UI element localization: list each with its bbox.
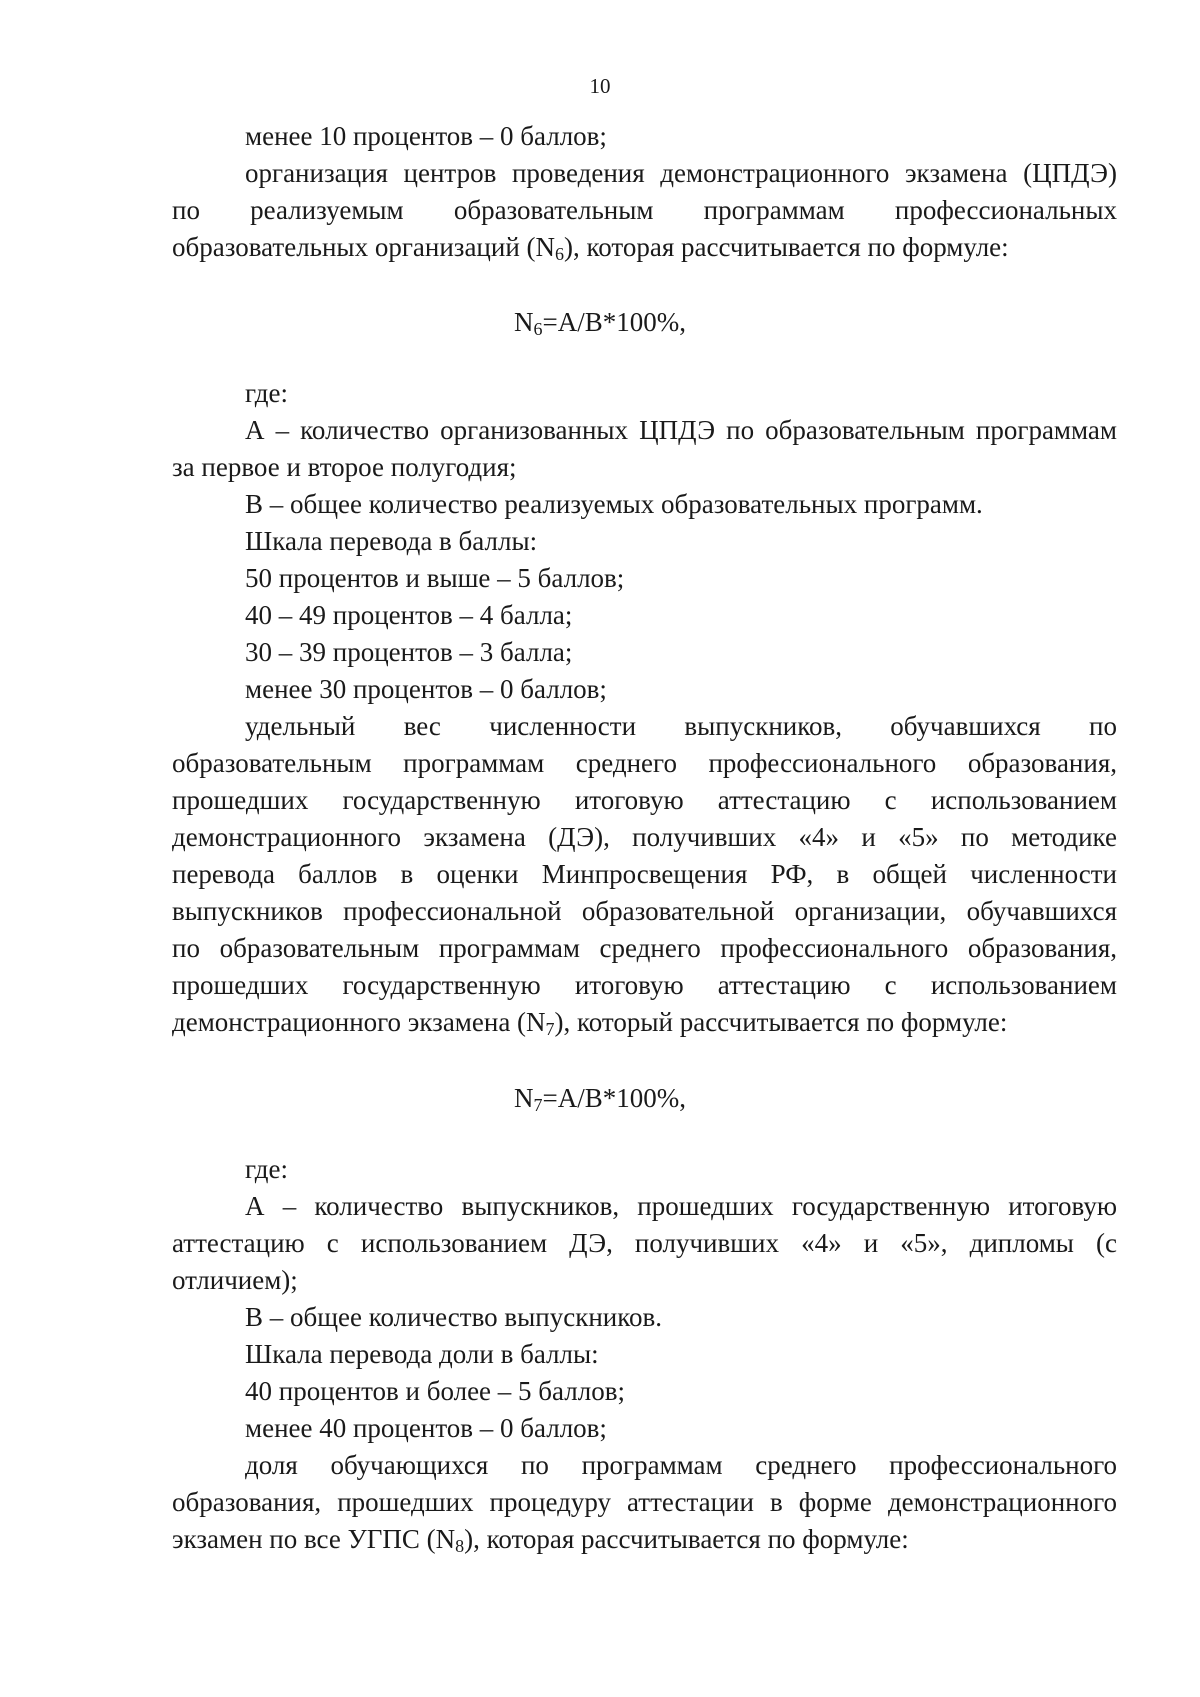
text-line: А – количество выпускников, прошедших государственную итоговую bbox=[245, 1191, 1117, 1221]
text-line: где: bbox=[245, 1154, 288, 1184]
text-line: по реализуемым образовательным программам профессиональных bbox=[172, 195, 1117, 225]
text-line: аттестацию с использованием ДЭ, получивших «4» и «5», дипломы (с bbox=[172, 1228, 1117, 1258]
text-line: доля обучающихся по программам среднего профессионального bbox=[245, 1450, 1117, 1480]
text-line: где: bbox=[245, 378, 288, 408]
text-line: демонстрационного экзамена $(N_7)$, который рассчитывается по формуле: bbox=[172, 1007, 1008, 1039]
text-line: А – количество организованных ЦПДЭ по образовательным программам bbox=[245, 415, 1117, 445]
text-line: Шкала перевода в баллы: bbox=[245, 526, 538, 556]
text-line: 40 процентов и более – 5 баллов; bbox=[245, 1376, 625, 1406]
text-line: за первое и второе полугодия; bbox=[172, 452, 517, 482]
text-line: экзамен по все УГПС $(N_8)$, которая рассчитывается по формуле: bbox=[172, 1524, 909, 1556]
text-line: демонстрационного экзамена (ДЭ), получивших «4» и «5» по методике bbox=[172, 822, 1117, 852]
text-line: 30 – 39 процентов – 3 балла; bbox=[245, 637, 573, 667]
formula-n7: $N_7=A/B*100\%$, bbox=[514, 1083, 686, 1115]
text-line: 40 – 49 процентов – 4 балла; bbox=[245, 600, 573, 630]
text-line: образовательных организаций $(N_6)$, которая рассчитывается по формуле: bbox=[172, 232, 1009, 264]
text-line: менее 10 процентов – 0 баллов; bbox=[245, 121, 607, 151]
page-number: 10 bbox=[589, 74, 611, 98]
formula-n6: $N_6=A/B*100\%$, bbox=[514, 307, 686, 339]
text-line: Шкала перевода доли в баллы: bbox=[245, 1339, 599, 1369]
text-line: менее 40 процентов – 0 баллов; bbox=[245, 1413, 607, 1443]
text-line: удельный вес численности выпускников, обучавшихся по bbox=[245, 711, 1117, 741]
text-line: организация центров проведения демонстрационного экзамена (ЦПДЭ) bbox=[245, 158, 1117, 188]
text-line: прошедших государственную итоговую аттестацию с использованием bbox=[172, 785, 1117, 815]
text-line: прошедших государственную итоговую аттестацию с использованием bbox=[172, 970, 1117, 1000]
text-line: В – общее количество выпускников. bbox=[245, 1302, 662, 1332]
text-line: В – общее количество реализуемых образовательных программ. bbox=[245, 489, 983, 519]
text-line: отличием); bbox=[172, 1265, 298, 1295]
text-line: перевода баллов в оценки Минпросвещения РФ, в общей численности bbox=[172, 859, 1117, 889]
text-line: 50 процентов и выше – 5 баллов; bbox=[245, 563, 625, 593]
text-line: образовательным программам среднего профессионального образования, bbox=[172, 748, 1117, 778]
text-line: образования, прошедших процедуру аттестации в форме демонстрационного bbox=[172, 1487, 1117, 1517]
text-line: менее 30 процентов – 0 баллов; bbox=[245, 674, 607, 704]
text-line: выпускников профессиональной образовательной организации, обучавшихся bbox=[172, 896, 1117, 926]
text-line: по образовательным программам среднего профессионального образования, bbox=[172, 933, 1117, 963]
